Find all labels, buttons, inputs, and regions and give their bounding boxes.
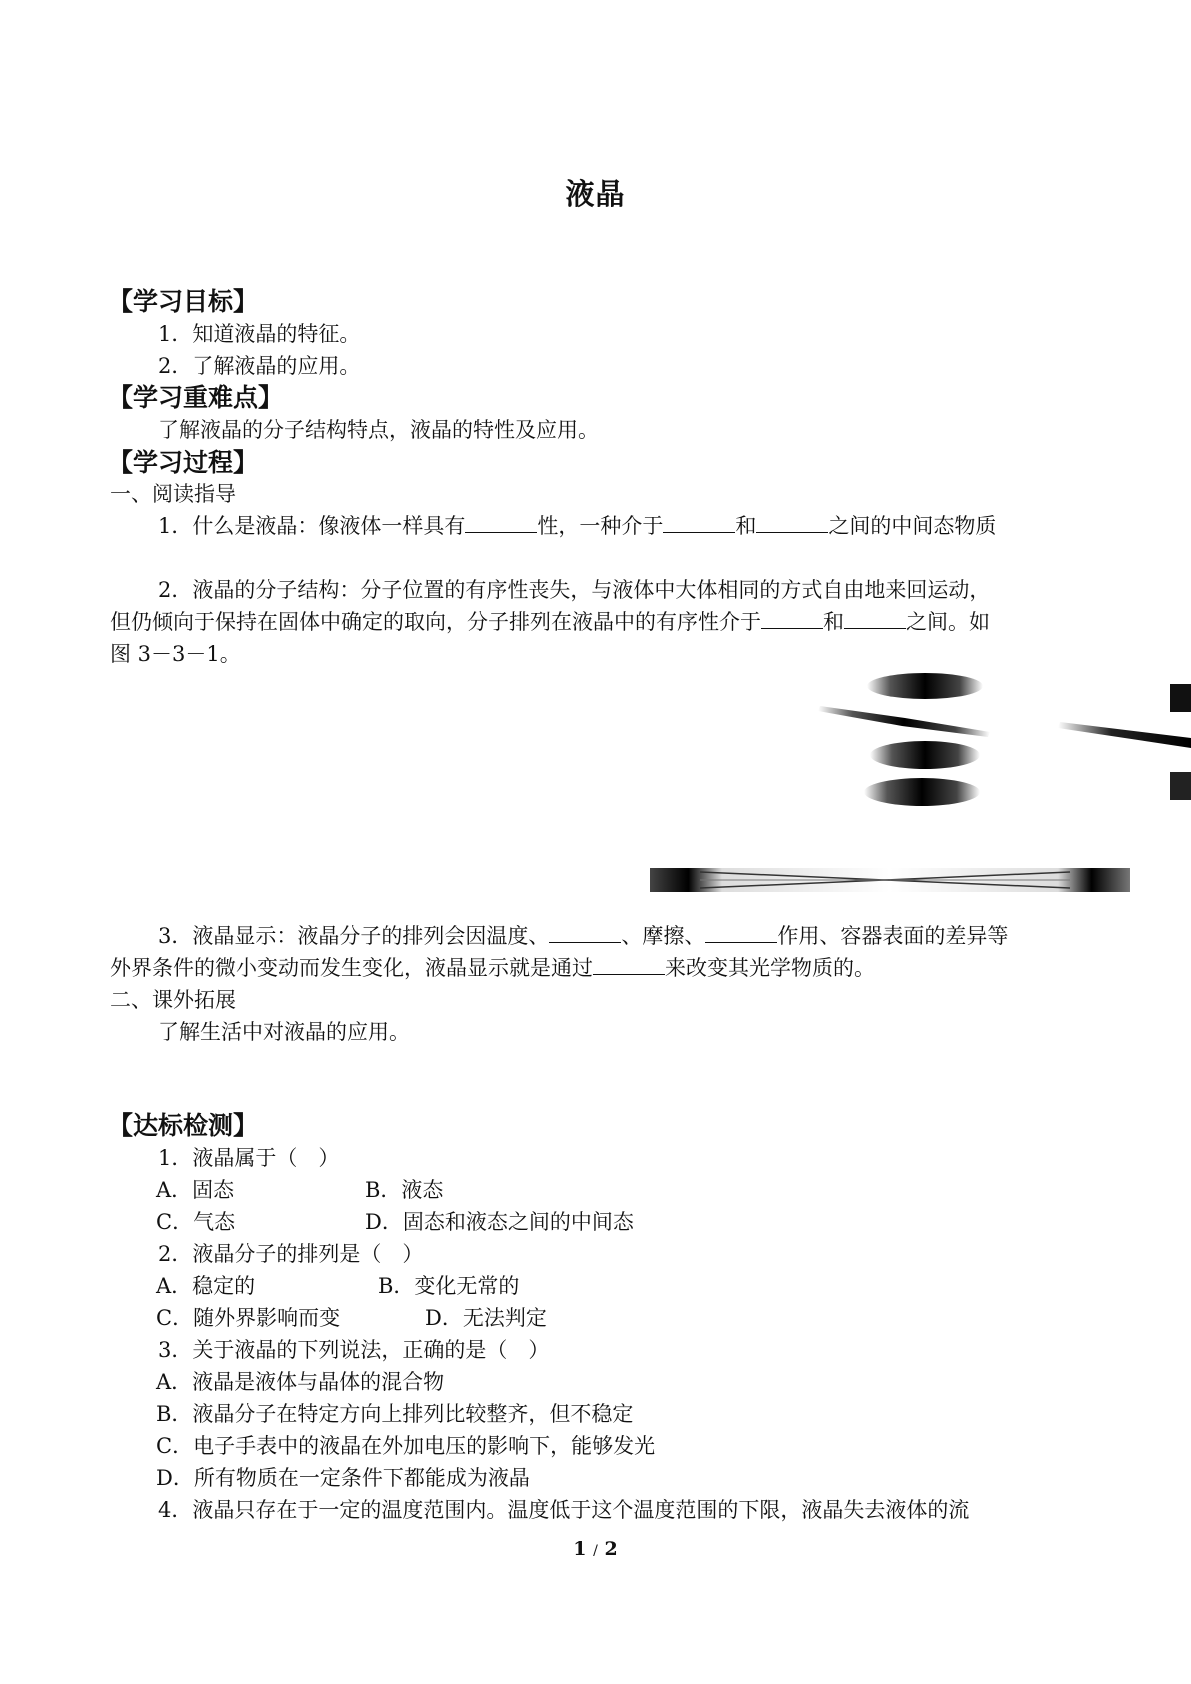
molecule-mark xyxy=(864,778,980,806)
heading-test: 【达标检测】 xyxy=(108,1111,259,1140)
structure-text-c: 之间。如 xyxy=(906,610,990,634)
focus-text: 了解液晶的分子结构特点，液晶的特性及应用。 xyxy=(158,418,599,442)
display-text-e: 来改变其光学物质的。 xyxy=(665,956,875,980)
display-text-c: 作用、容器表面的差异等 xyxy=(777,924,1009,948)
option-a: A．稳定的 xyxy=(156,1274,256,1298)
option-a: A．液晶是液体与晶体的混合物 xyxy=(156,1370,445,1394)
test-question-1: 1．液晶属于（ ） xyxy=(158,1146,340,1170)
fill-blank[interactable] xyxy=(549,922,621,943)
goal-item-1: 1．知道液晶的特征。 xyxy=(158,322,361,346)
structure-text-b: 和 xyxy=(823,610,844,634)
page-number xyxy=(0,1538,1191,1560)
q1-text-a: 1．什么是液晶：像液体一样具有 xyxy=(158,514,466,538)
molecule-mark xyxy=(1170,684,1191,712)
page-total: 2 xyxy=(604,1538,618,1560)
option-b: B．变化无常的 xyxy=(378,1274,520,1298)
display-text-b: 、摩擦、 xyxy=(621,924,706,948)
heading-process: 【学习过程】 xyxy=(108,448,259,477)
page-current: 1 xyxy=(573,1538,587,1560)
test-question-4: 4．液晶只存在于一定的温度范围内。温度低于这个温度范围的下限，液晶失去液体的流 xyxy=(158,1498,970,1522)
option-b: B．液态 xyxy=(365,1178,444,1202)
extension-heading: 二、课外拓展 xyxy=(110,988,236,1012)
structure-line-1: 2．液晶的分子结构：分子位置的有序性丧失，与液体中大体相同的方式自由地来回运动， xyxy=(158,578,991,602)
option-a: A．固态 xyxy=(156,1178,235,1202)
q1-text-d: 之间的中间态物质 xyxy=(828,514,997,538)
option-d: D．固态和液态之间的中间态 xyxy=(365,1210,634,1234)
display-line-2 xyxy=(110,954,875,982)
page-title: 液晶 xyxy=(565,177,626,211)
display-line-1 xyxy=(158,922,1008,950)
option-c: C．气态 xyxy=(156,1210,236,1234)
option-c: C．随外界影响而变 xyxy=(156,1306,341,1330)
structure-text-a: 但仍倾向于保持在固体中确定的取向，分子排列在液晶中的有序性介于 xyxy=(110,610,761,634)
display-text-d: 外界条件的微小变动而发生变化，液晶显示就是通过 xyxy=(110,956,593,980)
option-c: C．电子手表中的液晶在外加电压的影响下，能够发光 xyxy=(156,1434,656,1458)
test-question-3: 3．关于液晶的下列说法，正确的是（ ） xyxy=(158,1338,550,1362)
q1-text-c: 和 xyxy=(735,514,757,538)
structure-line-3: 图 3－3－1。 xyxy=(110,642,241,666)
display-text-a: 3．液晶显示：液晶分子的排列会因温度、 xyxy=(158,924,550,948)
option-d: D．无法判定 xyxy=(425,1306,547,1330)
molecule-mark xyxy=(867,673,983,699)
option-d: D．所有物质在一定条件下都能成为液晶 xyxy=(156,1466,530,1490)
extension-text: 了解生活中对液晶的应用。 xyxy=(158,1020,410,1044)
goal-item-2: 2．了解液晶的应用。 xyxy=(158,354,361,378)
fill-blank[interactable] xyxy=(705,922,777,943)
heading-goals: 【学习目标】 xyxy=(108,287,259,316)
molecule-mark xyxy=(818,706,990,737)
heading-focus: 【学习重难点】 xyxy=(108,383,284,412)
page-separator: / xyxy=(593,1543,598,1559)
reading-guide-heading: 一、阅读指导 xyxy=(110,482,236,506)
molecule-mark xyxy=(1058,722,1191,748)
option-b: B．液晶分子在特定方向上排列比较整齐，但不稳定 xyxy=(156,1402,634,1426)
q1-text-b: 性，一种介于 xyxy=(537,514,664,538)
molecule-mark xyxy=(1170,772,1191,800)
molecule-mark xyxy=(870,741,980,769)
test-question-2: 2．液晶分子的排列是（ ） xyxy=(158,1242,424,1266)
fill-blank[interactable] xyxy=(593,954,665,975)
